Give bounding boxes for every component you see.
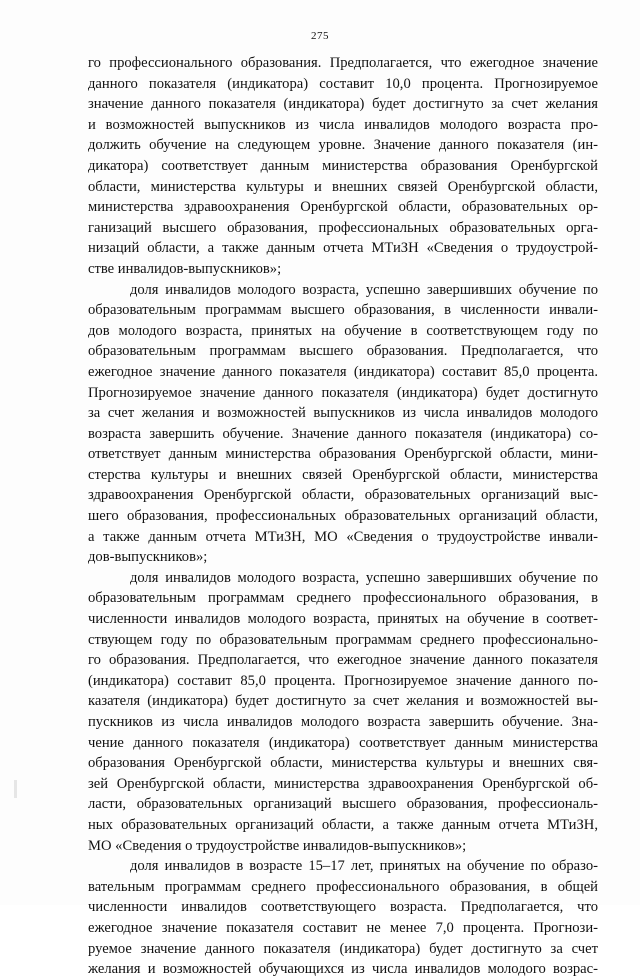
text-line: образования Оренбургской области, министерства культуры и внешних свя- (88, 755, 598, 772)
text-line: ежегодное значение показателя составит не менее 7,0 процента. Прогнози- (88, 919, 598, 936)
text-line: стерства культуры и внешних связей Оренбургской области, министерства (88, 466, 598, 483)
text-line: численности инвалидов молодого возраста, принятых на обучение в соответ- (88, 611, 598, 628)
text-line: стве инвалидов-выпускников»; (88, 260, 282, 277)
text-line: желания и возможностей обучающихся из числа инвалидов молодого возрас- (88, 961, 598, 978)
text-line: должить обучение на следующем уровне. Значение данного показателя (ин- (88, 137, 598, 154)
scan-artifact (14, 780, 17, 798)
text-line: а также данным отчета МТиЗН, МО «Сведения о трудоустройстве инвали- (88, 528, 598, 545)
text-line: Прогнозируемое значение данного показателя (индикатора) будет достигнуто (88, 384, 598, 401)
text-line: чение данного показателя (индикатора) соответствует данным министерства (88, 734, 598, 751)
text-line: министерства здравоохранения Оренбургской области, образовательных ор- (88, 199, 598, 216)
text-line: шего образования, профессиональных образовательных организаций области, (88, 508, 598, 525)
text-line: образовательным программам среднего профессионального образования, в (88, 590, 598, 607)
body-text (88, 53, 598, 980)
text-line: образовательным программам высшего образования. Предполагается, что (88, 343, 598, 360)
text-line: доля инвалидов молодого возраста, успешно завершивших обучение по (130, 281, 598, 298)
text-line: и возможностей выпускников из числа инвалидов молодого возраста про- (88, 116, 598, 133)
text-line: МО «Сведения о трудоустройстве инвалидов-выпускников»; (88, 837, 467, 854)
text-line: руемое значение данного показателя (индикатора) будет достигнуто за счет (88, 940, 598, 957)
text-line: здравоохранения Оренбургской области, образовательных организаций выс- (88, 487, 598, 504)
text-line: доля инвалидов в возрасте 15–17 лет, принятых на обучение по образо- (130, 858, 598, 875)
text-line: образовательным программам высшего образования, в численности инвали- (88, 302, 598, 319)
text-line: ствующем году по образовательным программам среднего профессионально- (88, 631, 598, 648)
text-line: низаций области, а также данным отчета МТиЗН «Сведения о трудоустрой- (88, 240, 598, 257)
text-line: возраста завершить обучение. Значение данного показателя (индикатора) со- (88, 425, 598, 442)
text-line: пускников из числа инвалидов молодого возраста завершить обучение. Зна- (88, 714, 598, 730)
text-line: ответствует данным министерства образования Оренбургской области, мини- (88, 446, 598, 463)
text-line: казателя (индикатора) будет достигнуто за счет желания и возможностей вы- (88, 693, 598, 710)
text-line: ных образовательных организаций области, а также данным отчета МТиЗН, (88, 816, 598, 833)
text-line: го образования. Предполагается, что ежегодное значение данного показателя (88, 652, 598, 669)
page-number: 275 (311, 30, 329, 42)
text-line: дов-выпускников»; (88, 549, 208, 566)
text-line: численности инвалидов соответствующего возраста. Предполагается, что (88, 899, 598, 916)
text-line: доля инвалидов молодого возраста, успешно завершивших обучение по (130, 569, 598, 586)
text-line: ганизаций высшего образования, профессиональных образовательных орга- (88, 219, 598, 236)
text-line: области, министерства культуры и внешних связей Оренбургской области, (88, 178, 598, 195)
text-line: за счет желания и возможностей выпускников из числа инвалидов молодого (88, 405, 598, 422)
text-line: вательным программам среднего профессионального образования, в общей (88, 878, 598, 895)
text-line: го профессионального образования. Предполагается, что ежегодное значение (88, 55, 598, 71)
text-line: ласти, образовательных организаций высшего образования, профессиональ- (88, 796, 598, 813)
text-line: значение данного показателя (индикатора) будет достигнуто за счет желания (88, 96, 598, 113)
text-line: ежегодное значение данного показателя (индикатора) составит 85,0 процента. (88, 363, 598, 380)
text-line: (индикатора) составит 85,0 процента. Прогнозируемое значение данного по- (88, 672, 598, 689)
text-line: дов молодого возраста, принятых на обучение в соответствующем году по (88, 322, 598, 339)
text-line: дикатора) соответствует данным министерства образования Оренбургской (88, 157, 598, 174)
text-line: данного показателя (индикатора) составит 10,0 процента. Прогнозируемое (88, 75, 598, 92)
text-line: зей Оренбургской области, министерства здравоохранения Оренбургской об- (88, 775, 598, 792)
